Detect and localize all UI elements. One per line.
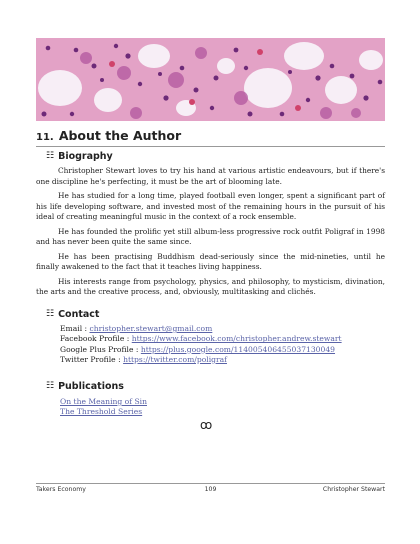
- footer-book-title: Takers Economy: [36, 486, 86, 493]
- biography-heading-label: Biography: [58, 151, 113, 162]
- bio-paragraph: He has been practising Buddhism dead-seriously since the mid-nineties, until he finally awakened to the fact that it teaches living happiness.: [36, 251, 385, 271]
- biography-text: [36, 166, 385, 302]
- contact-label: Email :: [60, 324, 90, 333]
- contact-label: Google Plus Profile :: [60, 344, 141, 354]
- contact-facebook-row: [60, 334, 342, 344]
- contact-list: [60, 324, 342, 365]
- contact-heading: [46, 309, 99, 320]
- contact-email-row: [60, 324, 342, 334]
- contact-twitter-row: [60, 355, 342, 365]
- bio-paragraph: Christopher Stewart loves to try his hand at various artistic endeavours, but if there's one discipline he's perfecting, it must be the art of blooming late.: [36, 166, 385, 186]
- publication-link[interactable]: The Threshold Series: [60, 407, 143, 417]
- publications-list: [60, 397, 147, 418]
- contact-googleplus-row: [60, 345, 342, 355]
- section-ornament: ꝏ: [200, 418, 213, 432]
- contact-label: Facebook Profile :: [60, 334, 132, 344]
- publications-heading: [46, 381, 124, 392]
- twitter-link[interactable]: https://twitter.com/poligraf: [123, 354, 227, 364]
- footer-author: Christopher Stewart: [322, 486, 385, 493]
- footer-divider: [36, 483, 385, 484]
- bio-paragraph: His interests range from psychology, physics, and philosophy, to mysticism, divination, the arts and the creative process, and, obviously, multitasking and clichés.: [36, 276, 385, 296]
- facebook-link[interactable]: https://www.facebook.com/christopher.andrew.stewart: [131, 334, 342, 344]
- chapter-title: About the Author: [58, 128, 182, 143]
- contact-label: Twitter Profile :: [60, 354, 124, 364]
- bio-paragraph: He has studied for a long time, played football even longer, spent a significant part of his life developing software, and invested most of the remaining hours in the pursuit of his ideal of creating meaningful music in the context of a rock ensemble.: [36, 191, 385, 221]
- chapter-heading: [36, 125, 385, 147]
- stacked-bars-icon: ☷: [46, 309, 55, 319]
- bio-paragraph: He has founded the prolific yet still album-less progressive rock outfit Poligraf in 1998 and has never been quite the same since.: [36, 226, 385, 246]
- googleplus-link[interactable]: https://plus.google.com/114005406455037130049: [140, 344, 336, 354]
- biography-heading: [46, 151, 113, 162]
- banner-image: [36, 38, 385, 121]
- email-link[interactable]: christopher.stewart@gmail.com: [89, 324, 213, 333]
- publications-heading-label: Publications: [58, 381, 124, 392]
- publication-link[interactable]: On the Meaning of Sin: [60, 397, 147, 406]
- stacked-bars-icon: ☷: [46, 151, 55, 161]
- stacked-bars-icon: ☷: [46, 381, 55, 391]
- footer-page-number: 109: [204, 486, 217, 493]
- chapter-number: 11.: [36, 132, 54, 143]
- contact-heading-label: Contact: [58, 309, 100, 320]
